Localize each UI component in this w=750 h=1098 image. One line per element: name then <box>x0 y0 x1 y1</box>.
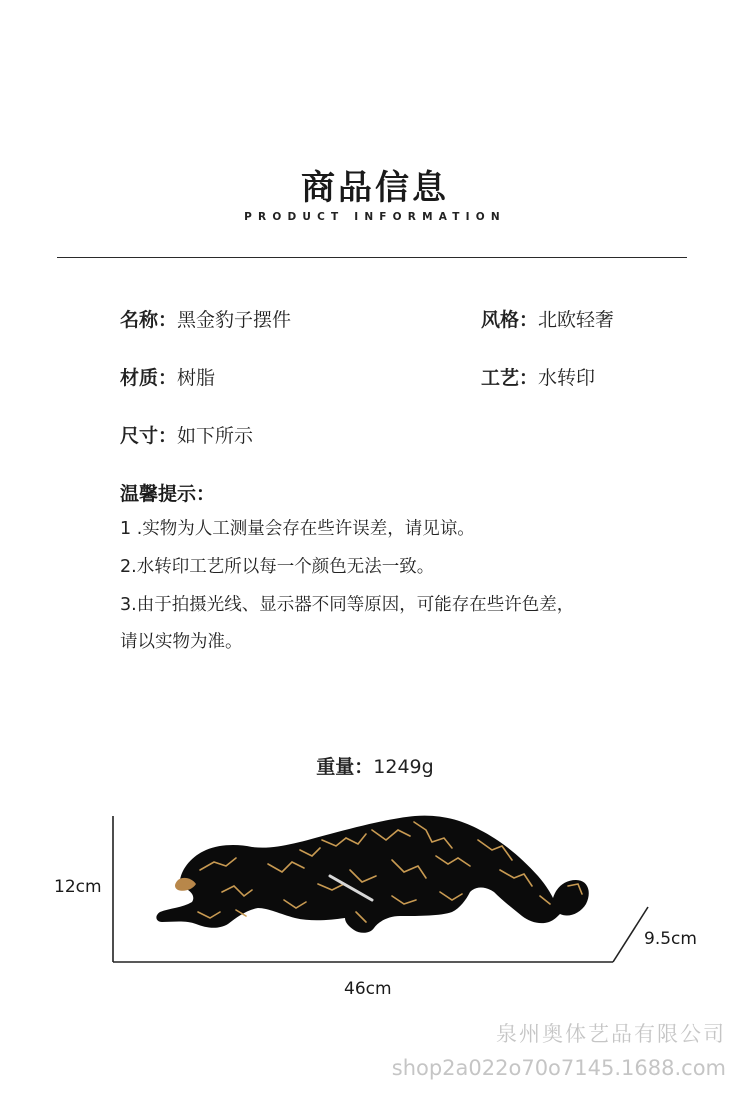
spec-material-key: 材质： <box>120 367 178 389</box>
note-line-1: 1 .实物为人工测量会存在些许误差，请见谅。 <box>120 519 475 539</box>
spec-style <box>481 305 614 332</box>
note-line-3: 3.由于拍摄光线、显示器不同等原因，可能存在些许色差， <box>120 595 575 615</box>
page-title: 商品信息 <box>301 168 449 208</box>
dimension-length-label: 46cm <box>344 979 392 999</box>
spec-name-key: 名称： <box>120 309 178 331</box>
spec-material <box>120 363 215 390</box>
title-divider <box>57 257 687 258</box>
spec-name <box>120 305 291 332</box>
spec-size-key: 尺寸： <box>120 425 178 447</box>
spec-size-value: 如下所示 <box>177 425 254 447</box>
dimension-height-label: 12cm <box>54 877 102 897</box>
spec-craft <box>481 363 595 390</box>
weight-label <box>0 752 750 779</box>
note-line-2: 2.水转印工艺所以每一个颜色无法一致。 <box>120 557 435 577</box>
leopard-statue-image <box>156 816 588 933</box>
watermark-shop: shop2a022o70o7145.1688.com <box>391 1056 726 1080</box>
dimension-depth-label: 9.5cm <box>644 929 697 949</box>
dimension-diagram <box>0 800 750 970</box>
spec-craft-value: 水转印 <box>538 367 596 389</box>
page-subtitle: PRODUCT INFORMATION <box>244 211 506 223</box>
weight-value: 1249g <box>373 756 434 778</box>
spec-size <box>120 421 253 448</box>
spec-name-value: 黑金豹子摆件 <box>177 309 292 331</box>
spec-material-value: 树脂 <box>177 367 216 389</box>
note-line-4: 请以实物为准。 <box>120 632 243 652</box>
notes-heading: 温馨提示： <box>120 483 216 505</box>
spec-style-value: 北欧轻奢 <box>538 309 615 331</box>
watermark-company: 泉州奥体艺品有限公司 <box>496 1022 726 1046</box>
spec-style-key: 风格： <box>481 309 539 331</box>
spec-craft-key: 工艺： <box>481 367 539 389</box>
weight-key: 重量： <box>316 756 374 778</box>
